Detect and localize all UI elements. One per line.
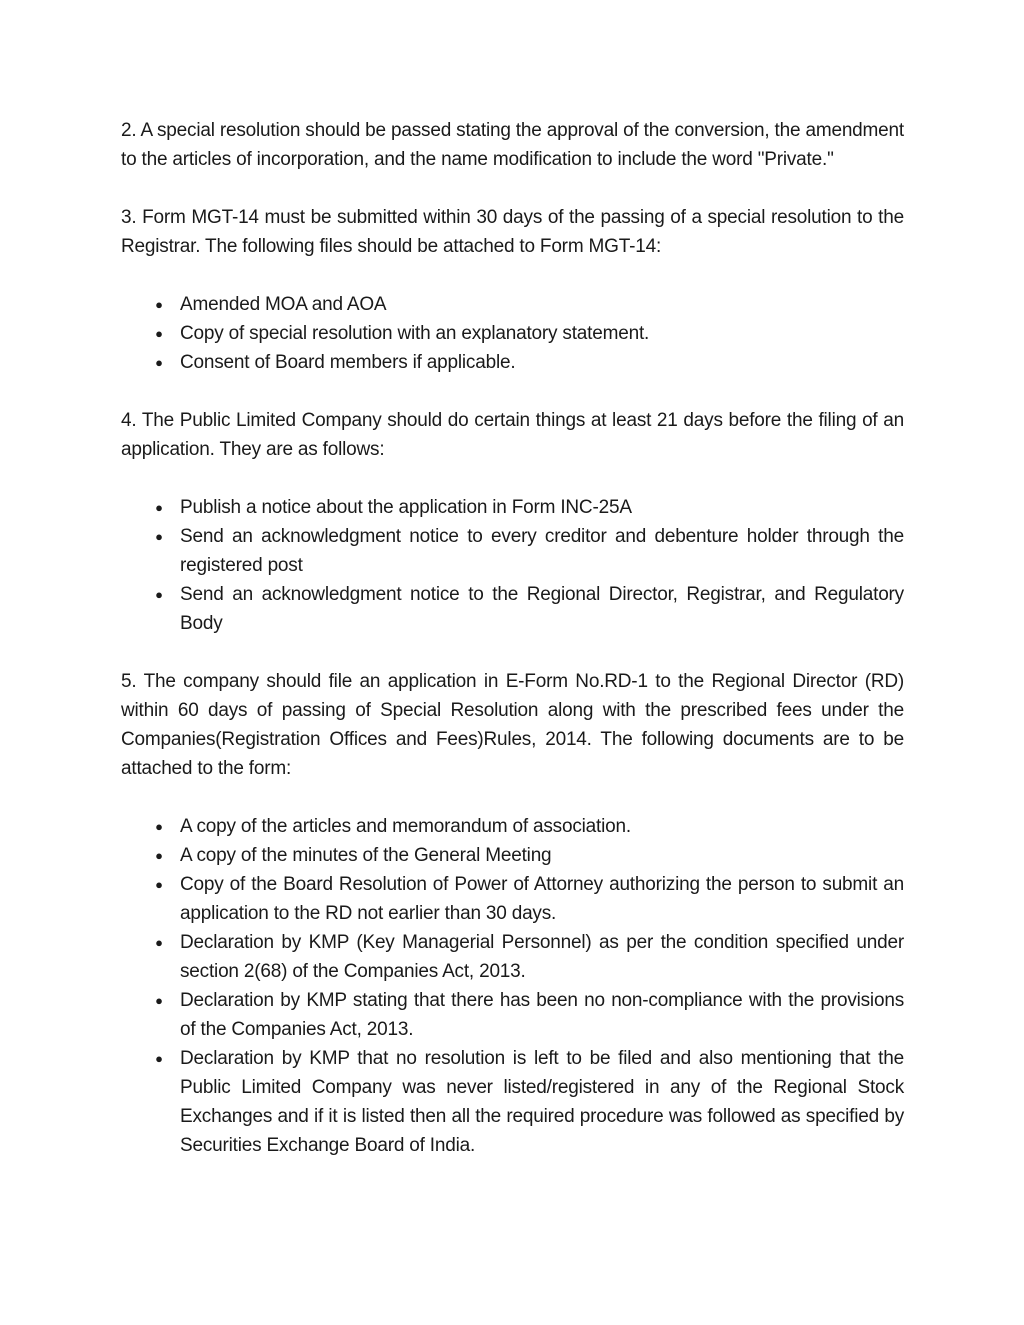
- bullet-icon: ●: [155, 587, 163, 602]
- paragraph-step-3: 3. Form MGT-14 must be submitted within 30 days of the passing of a special resolution to the Registrar. The following files should be attached to Form MGT-14:: [121, 207, 904, 257]
- document-page: [121, 116, 904, 1189]
- bullet-list-step-3: [121, 290, 904, 377]
- bullet-icon: ●: [155, 529, 163, 544]
- bullet-icon: ●: [155, 819, 163, 834]
- bullet-icon: ●: [155, 848, 163, 863]
- list-item: [121, 580, 904, 638]
- list-item-text: Copy of the Board Resolution of Power of Attorney authorizing the person to submit an application to the RD not earlier than 30 days.: [180, 874, 904, 924]
- list-item: [121, 319, 904, 348]
- bullet-icon: ●: [155, 1051, 163, 1066]
- list-item-text: Send an acknowledgment notice to every creditor and debenture holder through the registered post: [180, 526, 904, 576]
- list-item: [121, 1044, 904, 1160]
- paragraph-step-4: 4. The Public Limited Company should do certain things at least 21 days before the filing of an application. They are as follows:: [121, 410, 904, 460]
- bullet-icon: ●: [155, 935, 163, 950]
- bullet-icon: ●: [155, 326, 163, 341]
- list-item: [121, 841, 904, 870]
- list-item: [121, 986, 904, 1044]
- list-item: [121, 290, 904, 319]
- bullet-icon: ●: [155, 877, 163, 892]
- paragraph-step-5: 5. The company should file an application in E-Form No.RD-1 to the Regional Director (RD) within 60 days of passing of Special Resolution along with the prescribed fees under the Companies(Registration Offices and Fees)Rules, 2014. The following documents are to be attached to the form:: [121, 671, 904, 779]
- bullet-icon: ●: [155, 355, 163, 370]
- bullet-list-step-4: [121, 493, 904, 638]
- list-item: [121, 348, 904, 377]
- bullet-list-step-5: [121, 812, 904, 1160]
- list-item-text: Amended MOA and AOA: [180, 294, 387, 315]
- list-item: [121, 812, 904, 841]
- list-item-text: Consent of Board members if applicable.: [180, 352, 516, 373]
- list-item: [121, 928, 904, 986]
- list-item-text: Declaration by KMP (Key Managerial Personnel) as per the condition specified under section 2(68) of the Companies Act, 2013.: [180, 932, 904, 982]
- paragraph-step-2: 2. A special resolution should be passed stating the approval of the conversion, the amendment to the articles of incorporation, and the name modification to include the word "Private.": [121, 120, 904, 170]
- list-item-text: Declaration by KMP that no resolution is left to be filed and also mentioning that the Public Limited Company was never listed/registered in any of the Regional Stock Exchanges and if it is listed then all the required procedure was followed as specified by Securities Exchange Board of India.: [180, 1048, 904, 1156]
- list-item: [121, 870, 904, 928]
- list-item-text: A copy of the articles and memorandum of association.: [180, 816, 631, 837]
- list-item-text: Publish a notice about the application in Form INC-25A: [180, 497, 632, 518]
- list-item: [121, 493, 904, 522]
- bullet-icon: ●: [155, 297, 163, 312]
- list-item-text: A copy of the minutes of the General Meeting: [180, 845, 552, 866]
- list-item-text: Copy of special resolution with an explanatory statement.: [180, 323, 650, 344]
- list-item-text: Declaration by KMP stating that there has been no non-compliance with the provisions of the Companies Act, 2013.: [180, 990, 904, 1040]
- bullet-icon: ●: [155, 500, 163, 515]
- list-item: [121, 522, 904, 580]
- list-item-text: Send an acknowledgment notice to the Regional Director, Registrar, and Regulatory Body: [180, 584, 904, 634]
- bullet-icon: ●: [155, 993, 163, 1008]
